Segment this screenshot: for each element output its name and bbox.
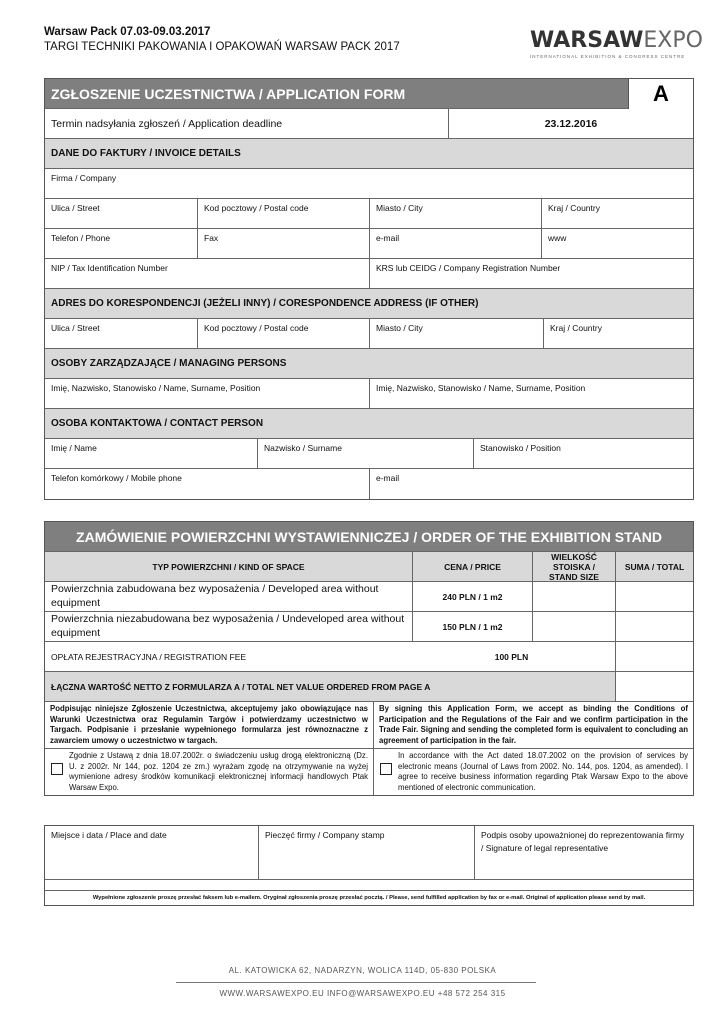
undeveloped-area-price: 150 PLN / 1 m2 [413,612,533,641]
signature-row [45,826,693,880]
company-stamp-field[interactable]: Pieczęć firmy / Company stamp [259,826,475,879]
footer-divider [176,982,536,983]
phone-row [45,229,693,259]
managing-person-1-field[interactable]: Imię, Nazwisko, Stanowisko / Name, Surname, Position [45,379,370,408]
registration-fee-value: 100 PLN [408,642,616,671]
logo-bold: WARSAW [530,28,644,53]
correspondence-heading: ADRES DO KORESPONDENCJI (JEŻELI INNY) / CORESPONDENCE ADDRESS (IF OTHER) [45,289,693,319]
application-form [44,78,694,500]
phone-field[interactable]: Telefon / Phone [45,229,198,258]
form-title-text: ZGŁOSZENIE UCZESTNICTWA / APPLICATION FORM [51,85,406,102]
www-field[interactable]: www [548,233,567,243]
contact-email-field[interactable]: e-mail [376,473,400,483]
undeveloped-area-total-field[interactable] [616,612,693,641]
postal-code-field[interactable]: Kod pocztowy / Postal code [198,199,370,228]
logo-light: EXPO [643,28,703,53]
form-letter: A [628,79,693,109]
krs-field[interactable]: KRS lub CEIDG / Company Registration Number [376,263,561,273]
footer-address: AL. KATOWICKA 62, NADARZYN, WOLICA 114D, 05-830 POLSKA [228,966,497,975]
event-dates: Warsaw Pack 07.03-09.03.2017 [44,26,211,38]
corr-country-field[interactable]: Kraj / Country [550,323,602,333]
company-field[interactable]: Firma / Company [51,173,117,183]
street-field[interactable]: Ulica / Street [45,199,198,228]
col-kind: TYP POWIERZCHNI / KIND OF SPACE [45,552,413,581]
registration-fee-total-field[interactable] [616,642,693,671]
managing-heading: OSOBY ZARZĄDZAJĄCE / MANAGING PERSONS [45,349,693,379]
contact-mobile-field[interactable]: Telefon komórkowy / Mobile phone [45,469,370,499]
consent-polish-checkbox[interactable] [51,763,63,775]
agreement-polish: Podpisując niniejsze Zgłoszenie Uczestnictwa, akceptujemy jako obowiązujące nas Warunki Uczestnictwa oraz Regulamin Targów i potwierdzamy uczestnictwo w Targach. Podpisanie i przesłanie wypełnionego formularza jest równoznaczne z zawarciem umowy o uczestnictwo w targach. [45,702,374,748]
nip-field[interactable]: NIP / Tax Identification Number [45,259,370,288]
total-value-row [45,672,693,702]
developed-area-size-field[interactable] [533,582,616,611]
consent-polish-text: Zgodnie z Ustawą z dnia 18.07.2002r. o świadczeniu usług drogą elektroniczną (Dz. U. z 2002r. Nr 144, poz. 1204 ze zm.) wyrażam zgodę na otrzymywanie na wyżej wymienione adresy środków komunikacji elektronicznej informacji handlowych Ptak Warsaw Expo. [69,751,368,792]
email-field[interactable]: e-mail [370,229,542,258]
invoice-heading: DANE DO FAKTURY / INVOICE DETAILS [45,139,693,169]
developed-area-label: Powierzchnia zabudowana bez wyposażenia / Developed area without equipment [45,582,413,611]
correspondence-row [45,319,693,349]
col-price: CENA / PRICE [413,552,533,581]
corr-city-field[interactable]: Miasto / City [370,319,544,348]
signature-spacer [45,880,693,891]
stand-order-section [44,521,694,796]
consent-row [45,749,693,795]
company-row [45,169,693,199]
city-field[interactable]: Miasto / City [370,199,542,228]
document-header [44,26,400,53]
total-value-label: ŁĄCZNA WARTOŚĆ NETTO Z FORMULARZA A / TOTAL NET VALUE ORDERED FROM PAGE A [45,672,616,701]
consent-english-cell [374,749,693,795]
corr-street-field[interactable]: Ulica / Street [45,319,198,348]
send-instructions: Wypełnione zgłoszenie proszę przesłać faksem lub e-mailem. Oryginał zgłoszenia proszę przesłać pocztą. / Please, send fulfilled application by fax or e-mail. Original of application please send by mail. [92,895,646,901]
order-title: ZAMÓWIENIE POWIERZCHNI WYSTAWIENNICZEJ / ORDER OF THE EXHIBITION STAND [45,522,693,552]
deadline-value: 23.12.2016 [544,117,598,130]
tax-row [45,259,693,289]
contact-name-row [45,439,693,469]
logo-tagline: INTERNATIONAL EXHIBITION & CONGRESS CENTRE [530,54,686,59]
form-title [45,79,693,109]
contact-heading: OSOBA KONTAKTOWA / CONTACT PERSON [45,409,693,439]
fax-field[interactable]: Fax [198,229,370,258]
developed-area-total-field[interactable] [616,582,693,611]
place-date-field[interactable]: Miejsce i data / Place and date [45,826,259,879]
contact-phone-row [45,469,693,499]
undeveloped-area-size-field[interactable] [533,612,616,641]
consent-english-checkbox[interactable] [380,763,392,775]
managing-row [45,379,693,409]
consent-polish-cell [45,749,374,795]
fair-name: TARGI TECHNIKI PAKOWANIA I OPAKOWAŃ WARSAW PACK 2017 [44,41,400,53]
signature-field[interactable]: Podpis osoby upoważnionej do reprezentowania firmy / Signature of legal representative [481,830,685,853]
warsaw-expo-logo [530,28,703,64]
corr-postal-field[interactable]: Kod pocztowy / Postal code [198,319,370,348]
address-row [45,199,693,229]
developed-area-price: 240 PLN / 1 m2 [413,582,533,611]
col-stand-size: WIELKOŚĆ STOISKA / STAND SIZE [533,552,616,581]
deadline-row [45,109,693,139]
order-table-header [45,552,693,582]
consent-english-text: In accordance with the Act dated 18.07.2002 on the provision of services by electronic means (Journal of Laws from 2002. No. 144, pos. 1204, as amended). I agree to receive business information regarding Ptak Warsaw Expo to the above mentioned of electronic communication. [398,751,688,792]
total-value-field[interactable] [616,672,693,701]
table-row [45,612,693,642]
contact-position-field[interactable]: Stanowisko / Position [480,443,561,453]
col-total: SUMA / TOTAL [624,561,685,572]
undeveloped-area-label: Powierzchnia niezabudowana bez wyposażenia / Undeveloped area without equipment [45,612,413,641]
deadline-label: Termin nadsyłania zgłoszeń / Application deadline [45,109,449,138]
agreement-row [45,702,693,749]
footer-contact: WWW.WARSAWEXPO.EU INFO@WARSAWEXPO.EU +48 572 254 315 [219,989,506,998]
contact-surname-field[interactable]: Nazwisko / Surname [258,439,474,468]
managing-person-2-field[interactable]: Imię, Nazwisko, Stanowisko / Name, Surname, Position [376,383,586,393]
signature-section [44,825,694,906]
agreement-english: By signing this Application Form, we accept as binding the Conditions of Participation and the Regulations of the Fair and we confirm participation in the Trade Fair. Signing and sending the completed form is equivalent to concluding an agreement of participation in the fair. [379,704,688,745]
table-row [45,582,693,612]
registration-fee-label: OPŁATA REJESTRACYJNA / REGISTRATION FEE [51,651,247,662]
contact-name-field[interactable]: Imię / Name [45,439,258,468]
registration-fee-row [45,642,693,672]
country-field[interactable]: Kraj / Country [548,203,600,213]
